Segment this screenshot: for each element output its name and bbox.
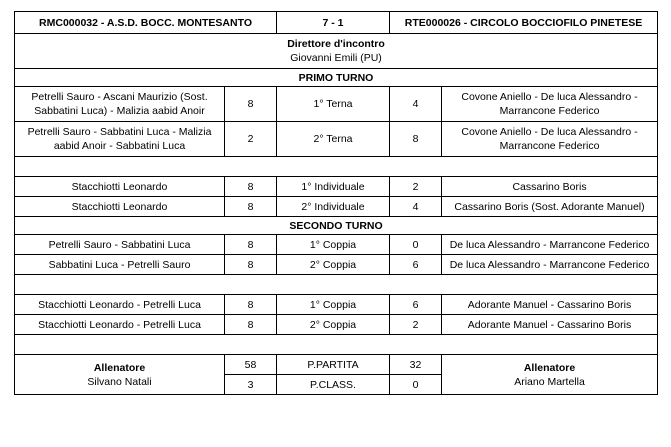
away-score: 6 [390, 295, 442, 315]
match-row [15, 255, 658, 275]
game-type: 1° Coppia [277, 295, 390, 315]
away-team: RTE000026 - CIRCOLO BOCCIOFILO PINETESE [390, 12, 658, 34]
match-row [15, 235, 658, 255]
director-name: Giovanni Emili (PU) [290, 52, 382, 64]
away-players: De luca Alessandro - Marrancone Federico [442, 235, 658, 255]
home-score: 8 [225, 177, 277, 197]
away-players: De luca Alessandro - Marrancone Federico [442, 255, 658, 275]
home-score: 8 [225, 87, 277, 122]
away-score: 0 [390, 235, 442, 255]
home-coach-cell [15, 355, 225, 395]
game-type: 1° Individuale [277, 177, 390, 197]
spacer-row [15, 275, 658, 295]
section-title-row [15, 217, 658, 235]
game-type: 2° Individuale [277, 197, 390, 217]
game-type: 2° Terna [277, 122, 390, 157]
class-label: P.CLASS. [277, 375, 390, 395]
game-type: 1° Terna [277, 87, 390, 122]
footer-row-partita [15, 355, 658, 375]
game-type: 1° Coppia [277, 235, 390, 255]
section-title-row [15, 69, 658, 87]
home-players: Petrelli Sauro - Sabbatini Luca [15, 235, 225, 255]
home-players: Sabbatini Luca - Petrelli Sauro [15, 255, 225, 275]
partita-home: 58 [225, 355, 277, 375]
spacer-row [15, 157, 658, 177]
director-row [15, 34, 658, 69]
away-score: 8 [390, 122, 442, 157]
spacer-cell [15, 157, 658, 177]
away-score: 4 [390, 87, 442, 122]
match-row [15, 177, 658, 197]
away-coach-cell [442, 355, 658, 395]
away-score: 6 [390, 255, 442, 275]
away-coach-name: Ariano Martella [514, 375, 585, 388]
away-score: 4 [390, 197, 442, 217]
home-score: 8 [225, 255, 277, 275]
home-players: Stacchiotti Leonardo - Petrelli Luca [15, 315, 225, 335]
match-row [15, 295, 658, 315]
away-players: Covone Aniello - De luca Alessandro - Marrancone Federico [442, 122, 658, 157]
spacer-cell [15, 335, 658, 355]
home-coach-label: Allenatore [93, 361, 146, 374]
match-score: 7 - 1 [277, 12, 390, 34]
match-report-table [14, 11, 658, 395]
away-players: Adorante Manuel - Cassarino Boris [442, 315, 658, 335]
spacer-row [15, 335, 658, 355]
game-type: 2° Coppia [277, 315, 390, 335]
match-row [15, 87, 658, 122]
header-row [15, 12, 658, 34]
director-label: Direttore d'incontro [287, 38, 385, 50]
partita-label: P.PARTITA [277, 355, 390, 375]
home-players: Petrelli Sauro - Sabbatini Luca - Malizia aabid Anoir - Sabbatini Luca [15, 122, 225, 157]
home-score: 8 [225, 235, 277, 255]
spacer-cell [15, 275, 658, 295]
away-players: Cassarino Boris [442, 177, 658, 197]
partita-away: 32 [390, 355, 442, 375]
director-cell [15, 34, 658, 69]
away-coach-label: Allenatore [523, 361, 576, 374]
home-score: 8 [225, 315, 277, 335]
home-score: 8 [225, 197, 277, 217]
match-row [15, 122, 658, 157]
away-players: Adorante Manuel - Cassarino Boris [442, 295, 658, 315]
home-score: 8 [225, 295, 277, 315]
class-home: 3 [225, 375, 277, 395]
class-away: 0 [390, 375, 442, 395]
home-team: RMC000032 - A.S.D. BOCC. MONTESANTO [15, 12, 277, 34]
game-type: 2° Coppia [277, 255, 390, 275]
home-players: Stacchiotti Leonardo [15, 177, 225, 197]
home-players: Stacchiotti Leonardo [15, 197, 225, 217]
away-players: Cassarino Boris (Sost. Adorante Manuel) [442, 197, 658, 217]
home-players: Stacchiotti Leonardo - Petrelli Luca [15, 295, 225, 315]
section-title-primo-turno: PRIMO TURNO [15, 69, 658, 87]
section-title-secondo-turno: SECONDO TURNO [15, 217, 658, 235]
away-score: 2 [390, 177, 442, 197]
home-score: 2 [225, 122, 277, 157]
away-players: Covone Aniello - De luca Alessandro - Marrancone Federico [442, 87, 658, 122]
match-row [15, 197, 658, 217]
home-coach-name: Silvano Natali [87, 375, 152, 388]
home-players: Petrelli Sauro - Ascani Maurizio (Sost. Sabbatini Luca) - Malizia aabid Anoir [15, 87, 225, 122]
away-score: 2 [390, 315, 442, 335]
match-row [15, 315, 658, 335]
